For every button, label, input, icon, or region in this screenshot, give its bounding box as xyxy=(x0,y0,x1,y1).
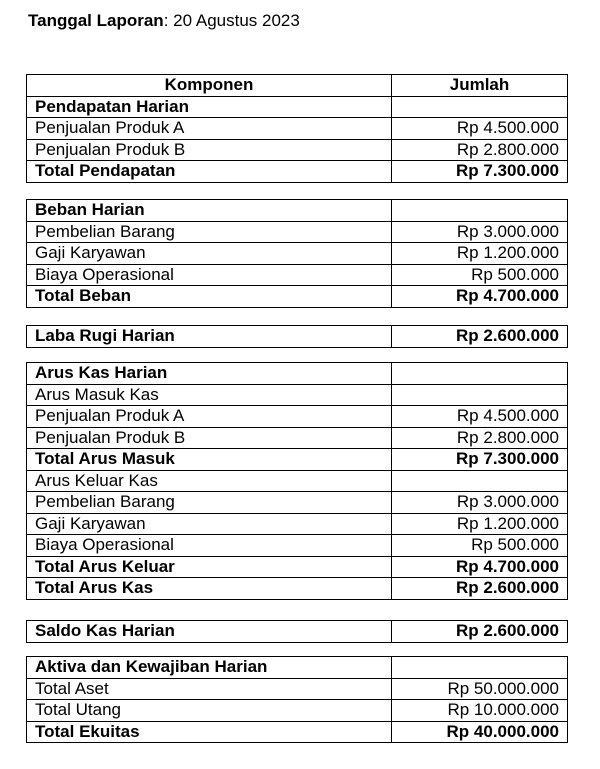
table-row xyxy=(27,139,568,161)
empty-cell xyxy=(392,200,568,222)
total-row xyxy=(27,621,568,643)
column-header-component: Komponen xyxy=(27,75,392,97)
total-label: Saldo Kas Harian xyxy=(27,621,392,643)
table-header-row xyxy=(27,75,568,97)
row-amount: Rp 2.800.000 xyxy=(392,427,568,449)
total-row xyxy=(27,326,568,348)
row-amount: Rp 10.000.000 xyxy=(392,700,568,722)
profit-table xyxy=(26,325,568,348)
row-label: Biaya Operasional xyxy=(27,264,392,286)
empty-cell xyxy=(392,657,568,679)
table-row xyxy=(27,427,568,449)
total-amount: Rp 7.300.000 xyxy=(392,449,568,471)
total-amount: Rp 7.300.000 xyxy=(392,161,568,183)
total-amount: Rp 2.600.000 xyxy=(392,621,568,643)
table-row xyxy=(27,406,568,428)
report-date xyxy=(28,10,300,32)
table-row xyxy=(27,535,568,557)
row-label: Total Aset xyxy=(27,678,392,700)
section-title: Arus Kas Harian xyxy=(27,363,392,385)
table-row xyxy=(27,118,568,140)
total-label: Total Arus Kas xyxy=(27,578,392,600)
total-amount: Rp 4.700.000 xyxy=(392,286,568,308)
section-title: Beban Harian xyxy=(27,200,392,222)
table-row xyxy=(27,264,568,286)
row-label: Gaji Karyawan xyxy=(27,513,392,535)
row-label: Penjualan Produk B xyxy=(27,139,392,161)
row-amount: Rp 4.500.000 xyxy=(392,406,568,428)
report-date-separator: : xyxy=(163,11,174,30)
table-row xyxy=(27,221,568,243)
table-row xyxy=(27,492,568,514)
subsection-row xyxy=(27,384,568,406)
row-label: Total Utang xyxy=(27,700,392,722)
total-amount: Rp 4.700.000 xyxy=(392,556,568,578)
empty-cell xyxy=(392,96,568,118)
section-title-row xyxy=(27,363,568,385)
report-date-label: Tanggal Laporan xyxy=(28,11,164,30)
total-label: Total Ekuitas xyxy=(27,721,392,743)
empty-cell xyxy=(392,363,568,385)
section-title: Aktiva dan Kewajiban Harian xyxy=(27,657,392,679)
row-amount: Rp 3.000.000 xyxy=(392,221,568,243)
section-title-row xyxy=(27,200,568,222)
subsection-title: Arus Keluar Kas xyxy=(27,470,392,492)
section-title-row xyxy=(27,96,568,118)
column-header-amount: Jumlah xyxy=(392,75,568,97)
table-row xyxy=(27,513,568,535)
row-amount: Rp 2.800.000 xyxy=(392,139,568,161)
total-row xyxy=(27,286,568,308)
total-row xyxy=(27,161,568,183)
section-title: Pendapatan Harian xyxy=(27,96,392,118)
total-amount: Rp 2.600.000 xyxy=(392,326,568,348)
cashflow-table xyxy=(26,362,568,600)
total-row xyxy=(27,449,568,471)
empty-cell xyxy=(392,384,568,406)
row-amount: Rp 3.000.000 xyxy=(392,492,568,514)
section-title-row xyxy=(27,657,568,679)
row-amount: Rp 4.500.000 xyxy=(392,118,568,140)
total-label: Total Arus Masuk xyxy=(27,449,392,471)
row-amount: Rp 500.000 xyxy=(392,535,568,557)
row-amount: Rp 1.200.000 xyxy=(392,513,568,535)
total-label: Laba Rugi Harian xyxy=(27,326,392,348)
row-label: Pembelian Barang xyxy=(27,221,392,243)
row-label: Biaya Operasional xyxy=(27,535,392,557)
row-label: Gaji Karyawan xyxy=(27,243,392,265)
table-row xyxy=(27,700,568,722)
total-row xyxy=(27,721,568,743)
total-amount: Rp 2.600.000 xyxy=(392,578,568,600)
subsection-title: Arus Masuk Kas xyxy=(27,384,392,406)
balance-sheet-table xyxy=(26,656,568,743)
subsection-row xyxy=(27,470,568,492)
table-row xyxy=(27,243,568,265)
row-label: Penjualan Produk B xyxy=(27,427,392,449)
expense-table xyxy=(26,199,568,308)
row-amount: Rp 500.000 xyxy=(392,264,568,286)
row-amount: Rp 50.000.000 xyxy=(392,678,568,700)
row-label: Penjualan Produk A xyxy=(27,118,392,140)
income-table xyxy=(26,74,568,183)
total-label: Total Arus Keluar xyxy=(27,556,392,578)
row-label: Pembelian Barang xyxy=(27,492,392,514)
row-amount: Rp 1.200.000 xyxy=(392,243,568,265)
report-date-value: 20 Agustus 2023 xyxy=(173,11,300,30)
total-label: Total Beban xyxy=(27,286,392,308)
total-amount: Rp 40.000.000 xyxy=(392,721,568,743)
empty-cell xyxy=(392,470,568,492)
cash-balance-table xyxy=(26,620,568,643)
total-label: Total Pendapatan xyxy=(27,161,392,183)
total-row xyxy=(27,578,568,600)
table-row xyxy=(27,678,568,700)
row-label: Penjualan Produk A xyxy=(27,406,392,428)
total-row xyxy=(27,556,568,578)
